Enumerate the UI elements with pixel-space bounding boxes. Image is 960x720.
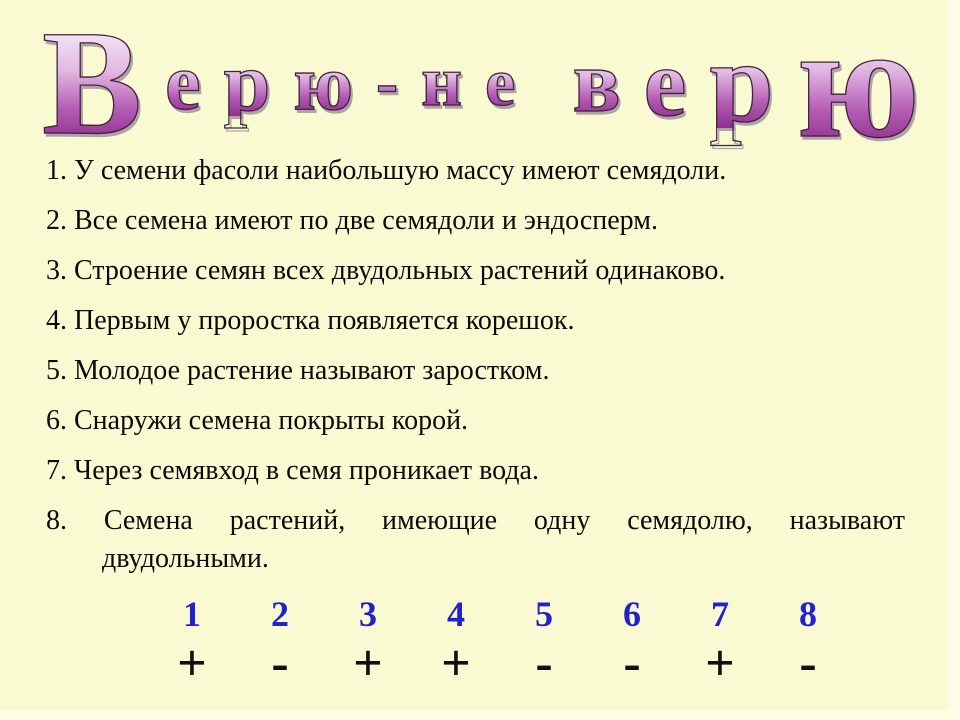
title-letter: е bbox=[643, 28, 687, 136]
answer-number-4: 4 bbox=[447, 594, 465, 634]
answer-mark-7: + bbox=[705, 635, 735, 692]
title-letter: е bbox=[485, 44, 516, 121]
answer-mark-3: + bbox=[353, 635, 383, 692]
statement-5: 5. Молодое растение называют заростком. bbox=[46, 355, 550, 386]
answer-numbers-row bbox=[148, 594, 852, 634]
statement-1: 1. У семени фасоли наибольшую массу имеют семядоли. bbox=[46, 155, 727, 186]
answer-number-5: 5 bbox=[535, 594, 553, 634]
title-letter: р bbox=[223, 36, 271, 130]
title-letter: ю bbox=[796, 0, 920, 172]
answer-mark-2: - bbox=[271, 635, 289, 692]
statement-8 bbox=[46, 506, 905, 574]
title-letter: в bbox=[572, 33, 621, 132]
answer-key bbox=[148, 594, 852, 690]
answer-number-8: 8 bbox=[799, 594, 817, 634]
title-letter: н bbox=[421, 43, 463, 122]
answer-mark-5: - bbox=[535, 635, 553, 692]
statement-7: 7. Через семявход в семя проникает вода. bbox=[46, 455, 539, 486]
statement-8-line-1: 8. Семена растений, имеющие одну семядолю, называют bbox=[46, 505, 905, 536]
title-letter: ю bbox=[293, 38, 354, 126]
statement-8-line-2: двудольными. bbox=[102, 543, 269, 574]
answer-number-7: 7 bbox=[711, 594, 729, 634]
answer-mark-4: + bbox=[441, 635, 471, 692]
answer-number-2: 2 bbox=[271, 594, 289, 634]
answer-mark-1: + bbox=[177, 635, 207, 692]
answer-number-6: 6 bbox=[623, 594, 641, 634]
statement-6: 6. Снаружи семена покрыты корой. bbox=[46, 405, 469, 436]
answer-number-1: 1 bbox=[183, 594, 201, 634]
statements-list bbox=[46, 156, 905, 574]
statement-4: 4. Первым у проростка появляется корешок. bbox=[46, 305, 575, 336]
answer-mark-8: - bbox=[799, 635, 817, 692]
answer-mark-6: - bbox=[623, 635, 641, 692]
statement-3: 3. Строение семян всех двудольных растений одинаково. bbox=[46, 255, 726, 286]
answer-number-3: 3 bbox=[359, 594, 377, 634]
title-letter: р bbox=[709, 18, 774, 147]
answer-marks-row bbox=[148, 635, 852, 692]
title-letter: - bbox=[376, 46, 399, 120]
title-letter: В bbox=[42, 0, 143, 166]
title-letter: е bbox=[165, 38, 201, 127]
title-space bbox=[538, 65, 549, 100]
statement-2: 2. Все семена имеют по две семядоли и эндосперм. bbox=[46, 205, 658, 236]
